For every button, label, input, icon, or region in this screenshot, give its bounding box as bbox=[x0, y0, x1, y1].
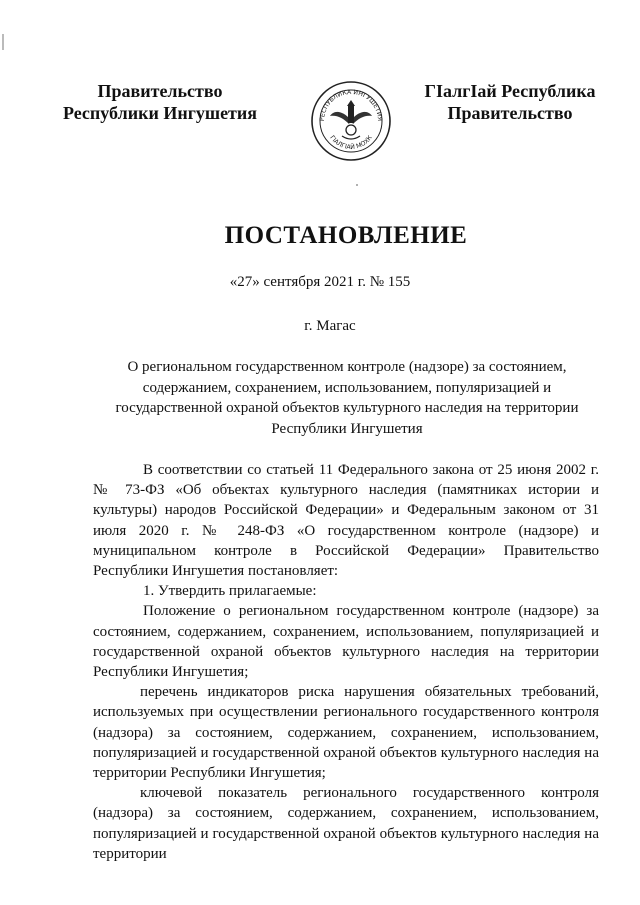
emblem-text-top: РЕСПУБЛИКА ИНГУШЕТИЯ bbox=[318, 88, 384, 122]
paragraph: 1. Утвердить прилагаемые: bbox=[143, 583, 317, 600]
document-title: ПОСТАНОВЛЕНИЕ bbox=[224, 222, 468, 249]
header-right-line1: ГIалгIай Республика bbox=[424, 81, 596, 101]
document-city: г. Магас bbox=[304, 318, 356, 334]
scan-edge-mark bbox=[2, 34, 4, 50]
paragraph: ключевой показатель регионального государственного контроля (надзора) за состоянием, содержанием, сохранением, использованием, популяризацией и государственной охраной объектов культурного наследия на территории bbox=[93, 785, 599, 862]
paragraph: Положение о региональном государственном контроле (надзоре) за состоянием, содержанием, сохранением, использованием, популяризацией и государственной охраной объектов культурного наследия на территории Республики Ингушетия; bbox=[93, 603, 599, 681]
emblem-text-bottom: ГIАЛГIАЙ МОХК bbox=[328, 134, 374, 152]
header-left-line1: Правительство bbox=[97, 81, 223, 101]
header-left-line2: Республики Ингушетия bbox=[62, 103, 258, 123]
header-right-line2: Правительство bbox=[447, 103, 573, 123]
header-right bbox=[410, 80, 610, 124]
scan-speck bbox=[356, 184, 358, 186]
header-left bbox=[40, 80, 280, 124]
paragraph: перечень индикаторов риска нарушения обязательных требований, используемых при осуществлении регионального государственного контроля (надзора) за состоянием, содержанием, сохранением, использованием, популяризацией и государственной охраной объектов культурного наследия на территории Республики Ингушетия; bbox=[93, 684, 599, 782]
document-date-number: «27» сентября 2021 г. № 155 bbox=[229, 274, 411, 290]
document-body bbox=[93, 460, 599, 864]
paragraph: В соответствии со статьей 11 Федерального закона от 25 июня 2002 г. № 73-ФЗ «Об объектах культурного наследия (памятниках истории и культуры) народов Российской Федерации» и Федеральным законом от 31 июля 2020 г. № 248-ФЗ «О государственном контроле (надзоре) и муниципальном контроле в Российской Федерации» Правительство Республики Ингушетия постановляет: bbox=[93, 462, 599, 580]
coat-of-arms-emblem bbox=[310, 80, 392, 162]
svg-text:ГIАЛГIАЙ МОХК bbox=[328, 134, 374, 151]
document-subject: О региональном государственном контроле (надзоре) за состоянием, содержанием, сохранением, использованием, популяризацией и государственной охраной объектов культурного наследия на территории Республики Ингушетия bbox=[115, 359, 579, 437]
